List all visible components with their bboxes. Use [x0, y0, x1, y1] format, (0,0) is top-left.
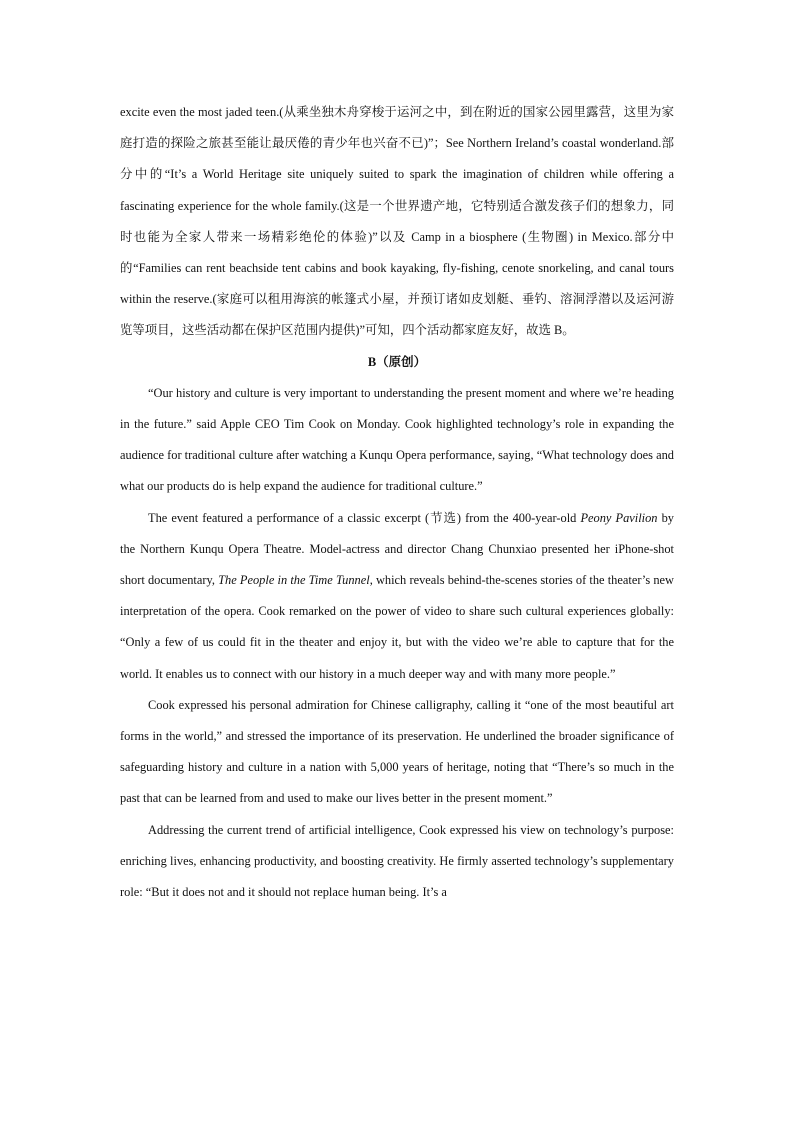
- article-paragraph-1: “Our history and culture is very important to understanding the present moment and where we’re heading in the future.” said Apple CEO Tim Cook on Monday. Cook highlighted technology’s role in expanding the audience for traditional culture after watching a Kunqu Opera performance, saying, “What technology does and what our products do is help expand the audience for traditional culture.”: [120, 385, 674, 494]
- paragraph-text: The event featured a performance of a classic excerpt (节选) from the 400-year-old: [148, 510, 581, 525]
- article-paragraph-4: Addressing the current trend of artificial intelligence, Cook expressed his view on technology’s purpose: enriching lives, enhancing productivity, and boosting creativity. He firmly asserted technology’s supplementary role: “But it does not and it should not replace human being. It’s a: [120, 822, 674, 900]
- documentary-title: The People in the Time Tunnel: [218, 573, 370, 588]
- opera-title: Peony Pavilion: [580, 510, 658, 525]
- section-heading: B（原创）: [367, 354, 427, 369]
- paragraph-text: , which reveals behind-the-scenes stories of the theater’s new interpretation of the opera. Cook remarked on the power of video to share such cultural experiences globally: “Only a few of us could fit in the theater and enjoy it, but with the video we’re able to capture that for the world. It enables us to connect with our history in a much deeper way and with many more people.”: [120, 573, 674, 681]
- article-paragraph-2: [120, 503, 674, 690]
- article-paragraph-3: Cook expressed his personal admiration for Chinese calligraphy, calling it “one of the most beautiful art forms in the world,” and stressed the importance of its preservation. He underlined the broader significance of safeguarding history and culture in a nation with 5,000 years of heritage, noting that “There’s so much in the past that can be learned from and used to make our lives better in the present moment.”: [120, 697, 674, 806]
- answer-explanation-paragraph: excite even the most jaded teen.(从乘坐独木舟穿梭于运河之中，到在附近的国家公园里露营，这里为家庭打造的探险之旅甚至能让最厌倦的青少年也兴奋不已)”；See Northern Ireland’s coastal wonderland.部分中的“It’s a World Heritage site uniquely suited to spark the imagination of children while offering a fascinating experience for the whole family.(这是一个世界遗产地，它特别适合激发孩子们的想象力，同时也能为全家人带来一场精彩绝伦的体验)”以及 Camp in a biosphere (生物圈) in Mexico.部分中的“Families can rent beachside tent cabins and book kayaking, fly-fishing, cenote snorkeling, and canal tours within the reserve.(家庭可以租用海滨的帐篷式小屋，并预订诸如皮划艇、垂钓、溶洞浮潜以及运河游览等项目，这些活动都在保护区范围内提供)”可知，四个活动都家庭友好，故选 B。: [120, 105, 674, 338]
- document-page: [120, 97, 674, 908]
- paragraph-text: by the Northern Kunqu Opera Theatre. Model-actress and director Chang Chunxiao presented her iPhone-shot short documentary,: [120, 510, 674, 588]
